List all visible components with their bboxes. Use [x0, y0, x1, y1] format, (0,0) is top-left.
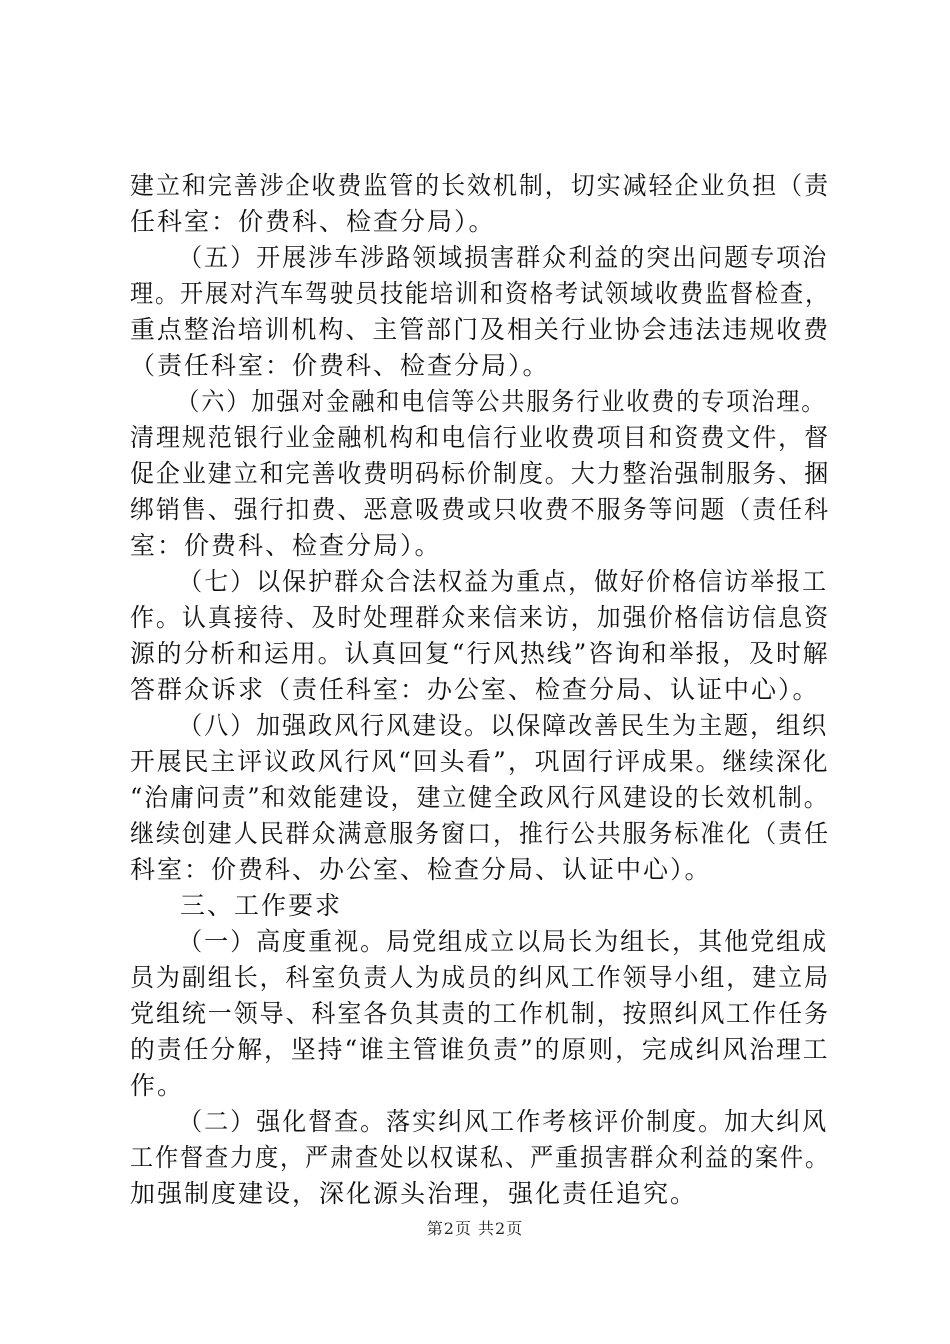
- text-line: （一）高度重视。局党组成立以局长为组长，其他党组成: [178, 927, 829, 956]
- text-line: 清理规范银行业金融机构和电信行业收费项目和资费文件，督: [130, 423, 831, 452]
- text-line: 科室：价费科、办公室、检查分局、认证中心）。: [130, 855, 712, 884]
- text-line: 理。开展对汽车驾驶员技能培训和资格考试领域收费监督检查，: [130, 279, 830, 308]
- text-line: 作。认真接待、及时处理群众来信来访，加强价格信访信息资: [130, 603, 831, 632]
- text-line: （责任科室：价费科、检查分局）。: [130, 351, 550, 380]
- text-line: 源的分析和运用。认真回复“行风热线”咨询和举报，及时解: [130, 639, 830, 668]
- text-line: 员为副组长，科室负责人为成员的纠风工作领导小组，建立局: [130, 963, 831, 992]
- text-line: 绑销售、强行扣费、恶意吸费或只收费不服务等问题（责任科: [130, 495, 831, 524]
- text-line: （五）开展涉车涉路领域损害群众利益的突出问题专项治: [178, 243, 829, 272]
- text-line: 答群众诉求（责任科室：办公室、检查分局、认证中心）。: [130, 675, 820, 704]
- text-line: 重点整治培训机构、主管部门及相关行业协会违法违规收费: [130, 315, 831, 344]
- text-line: 工作督查力度，严肃查处以权谋私、严重损害群众利益的案件。: [130, 1143, 830, 1172]
- text-line: （八）加强政风行风建设。以保障改善民生为主题，组织: [178, 711, 829, 740]
- text-line: 作。: [130, 1071, 185, 1100]
- text-line: 继续创建人民群众满意服务窗口，推行公共服务标准化（责任: [130, 819, 831, 848]
- text-line: “治庸问责”和效能建设，建立健全政风行风建设的长效机制。: [130, 783, 830, 812]
- text-line: 加强制度建设，深化源头治理，强化责任追究。: [130, 1179, 698, 1208]
- text-line: 党组统一领导、科室各负其责的工作机制，按照纠风工作任务: [130, 999, 831, 1028]
- text-line: 室：价费科、检查分局）。: [130, 531, 442, 560]
- text-line: （六）加强对金融和电信等公共服务行业收费的专项治理。: [176, 387, 827, 416]
- text-line: 三、工作要求: [180, 891, 343, 920]
- document-body: [130, 168, 830, 1212]
- text-line: 的责任分解，坚持“谁主管谁负责”的原则，完成纠风治理工: [130, 1035, 830, 1064]
- text-line: 任科室：价费科、检查分局）。: [130, 207, 496, 236]
- text-line: 促企业建立和完善收费明码标价制度。大力整治强制服务、捆: [130, 459, 831, 488]
- page-footer: 第2页 共2页: [426, 1219, 524, 1238]
- text-line: 开展民主评议政风行风“回头看”，巩固行评成果。继续深化: [130, 747, 830, 776]
- text-line: （七）以保护群众合法权益为重点，做好价格信访举报工: [178, 567, 829, 596]
- text-line: 建立和完善涉企收费监管的长效机制，切实减轻企业负担（责: [130, 171, 831, 200]
- text-line: （二）强化督查。落实纠风工作考核评价制度。加大纠风: [178, 1107, 829, 1136]
